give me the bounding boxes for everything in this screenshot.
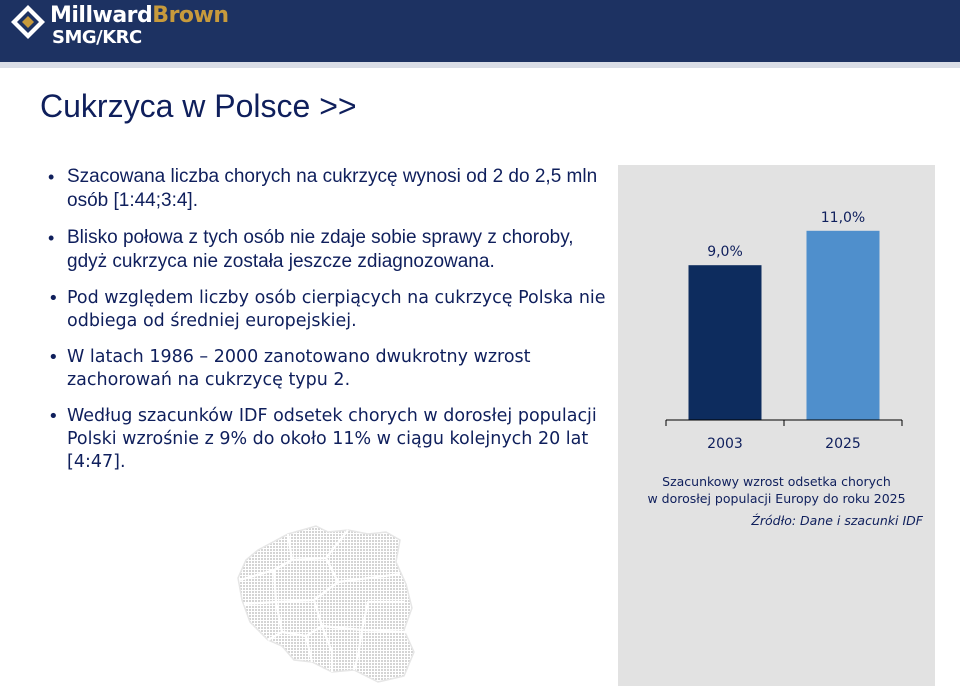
- poland-map-icon: [228, 522, 428, 686]
- bar-2025: [807, 231, 880, 420]
- bullet-item: • Pod względem liczby osób cierpiących na cukrzycę Polska nie odbiega od średniej europejskiej.: [48, 287, 608, 333]
- logo-subtitle: SMG/KRC: [52, 27, 142, 48]
- bullet-item: • W latach 1986 – 2000 zanotowano dwukrotny wzrost zachorowań na cukrzycę typu 2.: [48, 346, 608, 392]
- data-label-2025: 11,0%: [820, 209, 866, 226]
- logo-wordmark: MillwardBrown: [50, 3, 229, 28]
- tick-label-2003: 2003: [707, 436, 743, 452]
- header-bar: [0, 0, 960, 68]
- bullet-item: • Według szacunków IDF odsetek chorych w dorosłej populacji Polski wzrośnie z 9% do około 11% w ciągu kolejnych 20 lat [4:47].: [48, 405, 608, 474]
- page-title: Cukrzyca w Polsce >>: [40, 88, 357, 124]
- bullet-list: [48, 165, 608, 487]
- data-label-2003: 9,0%: [707, 244, 743, 261]
- bullet-item: • Blisko połowa z tych osób nie zdaje sobie sprawy z choroby, gdyż cukrzyca nie została jeszcze zdiagnozowana.: [48, 226, 608, 274]
- chart-panel: [618, 165, 935, 686]
- chart-source: Źródło: Dane i szacunki IDF: [751, 513, 923, 528]
- chart-caption-line-2: w dorosłej populacji Europy do roku 2025: [647, 491, 906, 506]
- bar-chart: [618, 165, 935, 465]
- tick-label-2025: 2025: [825, 436, 861, 452]
- chart-caption-line-1: Szacunkowy wzrost odsetka chorych: [662, 474, 891, 489]
- millward-brown-logo-icon: [9, 3, 47, 41]
- bar-2003: [689, 265, 762, 420]
- bullet-item: • Szacowana liczba chorych na cukrzycę wynosi od 2 do 2,5 mln osób [1:44;3:4].: [48, 165, 608, 213]
